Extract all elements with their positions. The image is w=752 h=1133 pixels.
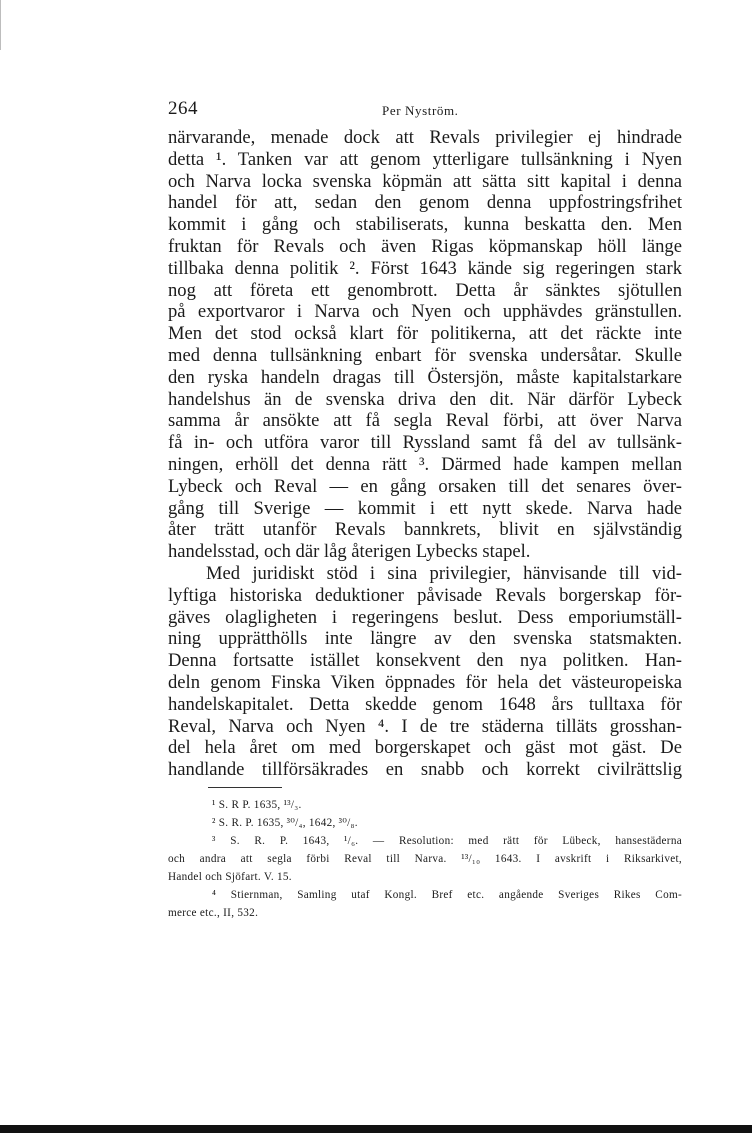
body-line: handlande tillförsäkrades en snabb och korrekt civilrättslig	[168, 759, 682, 781]
body-line: ning upprätthölls inte längre av den svenska statsmakten.	[168, 628, 682, 650]
footnotes	[168, 796, 682, 922]
body-line: gäves olagligheten i regeringens beslut. Dess emporiumställ-	[168, 606, 682, 628]
body-line: nog att företa ett genombrott. Detta år sänktes sjötullen	[168, 279, 682, 301]
body-line: gång till Sverige — kommit i ett nytt skede. Narva hade	[168, 497, 682, 519]
body-line: del hela året om med borgerskapet och gäst mot gäst. De	[168, 737, 682, 759]
body-line: på exportvaror i Narva och Nyen och upphävdes gränstullen.	[168, 301, 682, 323]
footnote-line: ¹ S. R P. 1635, ¹³/₃.	[212, 799, 302, 811]
scan-edge	[0, 0, 1, 50]
footnote-line: merce etc., II, 532.	[168, 907, 259, 919]
body-line: lyftiga historiska deduktioner påvisade Revals borgerskap för-	[168, 584, 682, 606]
footnote-line: ⁴ Stiernman, Samling utaf Kongl. Bref etc. angående Sveriges Rikes Com-	[212, 889, 682, 901]
body-line: handelsstad, och där låg återigen Lybecks stapel.	[168, 541, 531, 563]
body-line: Reval, Narva och Nyen ⁴. I de tre städerna tilläts grosshan-	[168, 715, 682, 737]
body-line: Med juridiskt stöd i sina privilegier, hänvisande till vid-	[206, 562, 682, 584]
body-line: ningen, erhöll det denna rätt ³. Därmed hade kampen mellan	[168, 453, 682, 475]
body-line: deln genom Finska Viken öppnades för hela det västeuropeiska	[168, 671, 682, 693]
body-line: och Narva locka svenska köpmän att sätta sitt kapital i denna	[168, 170, 682, 192]
body-line: handel för att, sedan den genom denna uppfostringsfrihet	[168, 192, 682, 214]
body-line: den ryska handeln dragas till Östersjön, måste kapitalstarkare	[168, 366, 682, 388]
scan-bottom-edge	[0, 1125, 752, 1133]
running-title: Per Nyström.	[382, 103, 459, 118]
body-line: åter trätt utanför Revals bannkrets, blivit en självständig	[168, 519, 682, 541]
body-line: kommit i gång och stabiliserats, kunna beskatta den. Men	[168, 214, 682, 236]
body-line: Lybeck och Reval — en gång orsaken till det senares över-	[168, 475, 682, 497]
body-line: Denna fortsatte istället konsekvent den nya politken. Han-	[168, 650, 682, 672]
body-text	[168, 127, 682, 781]
body-line: fruktan för Revals och även Rigas köpmanskap höll länge	[168, 235, 682, 257]
body-line: tillbaka denna politik ². Först 1643 kände sig regeringen stark	[168, 257, 682, 279]
body-line: handelshus än de svenska driva den dit. När därför Lybeck	[168, 388, 682, 410]
body-line: detta ¹. Tanken var att genom ytterligare tullsänkning i Nyen	[168, 148, 682, 170]
body-line: med denna tullsänkning enbart för svenska undersåtar. Skulle	[168, 344, 682, 366]
footnote-line: ² S. R. P. 1635, ³⁰/₄, 1642, ³⁰/₈.	[212, 817, 358, 829]
body-line: handelskapitalet. Detta skedde genom 1648 års tulltaxa för	[168, 693, 682, 715]
footnote-rule	[208, 787, 282, 788]
footnote-line: Handel och Sjöfart. V. 15.	[168, 871, 292, 883]
footnote-line: och andra att segla förbi Reval till Narva. ¹³/₁₀ 1643. I avskrift i Riksarkivet,	[168, 853, 682, 865]
page-number: 264	[168, 98, 198, 119]
body-line: närvarande, menade dock att Revals privilegier ej hindrade	[168, 127, 682, 148]
body-line: samma år ansökte att få segla Reval förbi, att över Narva	[168, 410, 682, 432]
footnote-line: ³ S. R. P. 1643, ¹/₆. — Resolution: med rätt för Lübeck, hansestäderna	[212, 835, 682, 847]
body-line: få in- och utföra varor till Ryssland samt få del av tullsänk-	[168, 432, 682, 454]
body-line: Men det stod också klart för politikerna, att det räckte inte	[168, 323, 682, 345]
page-header	[168, 98, 682, 120]
